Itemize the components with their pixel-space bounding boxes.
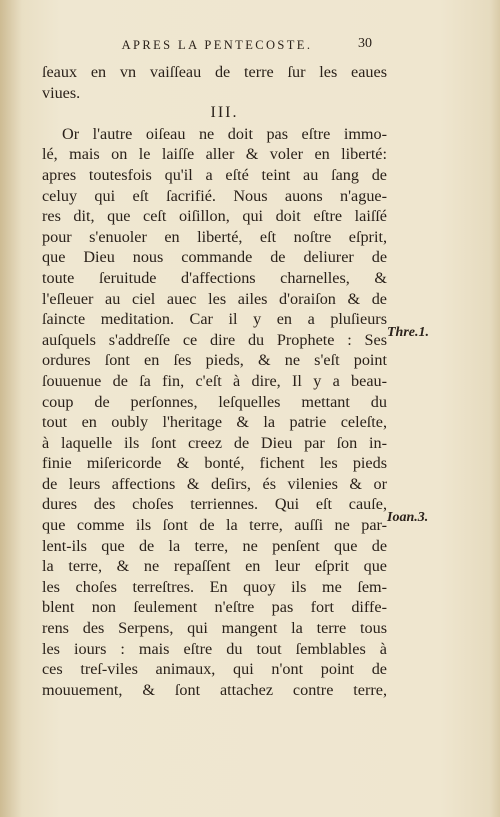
text-line: la terre, & ne repaſſent en leur eſprit que bbox=[42, 557, 387, 576]
text-line: pour s'enuoler en liberté, eſt noſtre eſprit, bbox=[42, 227, 387, 246]
text-line: l'eſleuer au ciel auec les ailes d'oraiſon & de bbox=[42, 289, 387, 308]
text-line: dures des choſes terriennes. Qui eſt cauſe, bbox=[42, 495, 387, 514]
text-line: celuy qui eſt ſacrifié. Nous auons n'ague- bbox=[42, 186, 387, 205]
text-line: que Dieu nous commande de deliurer de bbox=[42, 248, 387, 267]
text-line: les choſes terreſtres. En quoy ils me ſem- bbox=[42, 577, 387, 596]
text-line: rens des Serpens, qui mangent la terre tous bbox=[42, 619, 387, 638]
text-line: viues. bbox=[42, 83, 81, 102]
text-line: lé, mais on le laiſſe aller & voler en liberté: bbox=[42, 145, 387, 164]
text-line: ordures ſont en ſes pieds, & ne s'eſt point bbox=[42, 351, 387, 370]
text-line: mouuement, & ſont attachez contre terre, bbox=[42, 680, 387, 699]
text-line: toute ſeruitude d'affections charnelles, & bbox=[42, 268, 387, 287]
body-text bbox=[42, 62, 387, 700]
text-line: ſaincte meditation. Car il y en a pluſieurs bbox=[42, 310, 387, 329]
text-line: lent-ils que de la terre, ne penſent que de bbox=[42, 536, 387, 555]
text-line: les iours : mais eſtre du tout ſemblables à bbox=[42, 639, 387, 658]
text-line: blent non ſeulement n'eſtre pas fort diffe- bbox=[42, 598, 387, 617]
text-line: auſquels s'addreſſe ce dire du Prophete : Ses bbox=[42, 330, 387, 349]
text-line: à laquelle ils ſont creez de Dieu par ſon in- bbox=[42, 433, 387, 452]
text-line: finie miſericorde & bonté, fichent les pieds bbox=[42, 454, 387, 473]
margin-note-threni: Thre.1. bbox=[387, 325, 429, 340]
running-head: APRES LA PENTECOSTE. bbox=[121, 38, 313, 52]
text-line: ſeaux en vn vaiſſeau de terre ſur les eaues bbox=[42, 63, 387, 81]
text-line: ſouuenue de ſa fin, c'eſt à dire, Il y a beau- bbox=[42, 371, 387, 390]
text-line: ces treſ-viles animaux, qui n'ont point de bbox=[42, 660, 387, 679]
text-line: que comme ils ſont de la terre, auſſi ne par- bbox=[42, 516, 387, 535]
section-heading: III. bbox=[210, 104, 239, 122]
margin-note-ioan: Ioan.3. bbox=[387, 510, 429, 525]
text-line: tout en oubly l'heritage & la patrie celeſte, bbox=[42, 413, 387, 432]
text-line: res dit, que ceſt oiſillon, qui doit eſtre laiſſé bbox=[42, 207, 387, 226]
text-line: apres toutesfois qu'il a eſté teint au ſang de bbox=[42, 165, 387, 184]
text-line: Or l'autre oiſeau ne doit pas eſtre immo- bbox=[62, 124, 387, 143]
text-line: de leurs affections & deſirs, és vilenies & or bbox=[42, 474, 387, 493]
page-number: 30 bbox=[358, 36, 372, 51]
text-line: coup de perſonnes, leſquelles mettant du bbox=[42, 392, 387, 411]
